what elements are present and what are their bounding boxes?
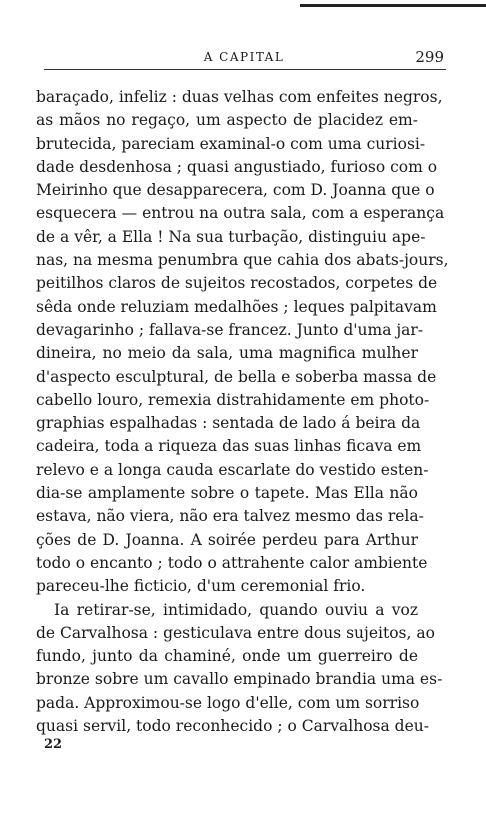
text-line: d'aspecto esculptural, de bella e soberba massa de [36, 367, 437, 386]
text-line: todo o encanto ; todo o attrahente calor ambiente [36, 553, 428, 572]
text-line: cabello louro, remexia distrahidamente em photo- [36, 390, 430, 409]
text-line: quasi servil, todo reconhecido ; o Carvalhosa deu- [36, 717, 429, 736]
top-edge-rule [300, 4, 486, 7]
text-line: baraçado, infeliz : duas velhas com enfeites negros, [36, 88, 443, 106]
text-line: de a vêr, a Ella ! Na sua turbação, distinguiu ape- [36, 227, 426, 246]
page-header [44, 48, 444, 68]
page-number: 299 [415, 48, 444, 66]
text-line: dineira, no meio da sala, uma magnifica mulher [36, 344, 418, 363]
text-line: brutecida, pareciam examinal-o com uma curiosi- [36, 134, 426, 153]
text-line: as mãos no regaço, um aspecto de placidez em- [36, 111, 418, 130]
text-line: fundo, junto da chaminé, onde um guerreiro de [36, 647, 418, 666]
running-title: A CAPITAL [203, 50, 285, 64]
text-line: bronze sobre um cavallo empinado brandia uma es- [36, 670, 443, 689]
text-line: pareceu-lhe ficticio, d'um ceremonial frio. [36, 577, 366, 596]
text-line: Meirinho que desapparecera, com D. Joanna que o [36, 181, 435, 200]
text-line: nas, na mesma penumbra que cahia dos abats-jours, [36, 251, 449, 270]
text-line: de Carvalhosa : gesticulava entre dous sujeitos, ao [36, 623, 435, 642]
signature-mark: 22 [44, 737, 63, 752]
text-line: dia-se amplamente sobre o tapete. Mas Ella não [36, 484, 418, 503]
text-line: ções de D. Joanna. A soirée perdeu para Arthur [36, 530, 418, 549]
text-line: estava, não viera, não era talvez mesmo das rela- [36, 507, 424, 526]
text-line: cadeira, toda a riqueza das suas linhas ficava em [36, 437, 422, 456]
text-line: esquecera — entrou na outra sala, com a esperança [36, 204, 445, 223]
text-line: sêda onde reluziam medalhões ; leques palpitavam [36, 297, 437, 316]
text-line: dade desdenhosa ; quasi angustiado, furioso com o [36, 157, 438, 176]
text-line: relevo e a longa cauda escarlate do vestido esten- [36, 460, 429, 479]
text-line: devagarinho ; fallava-se francez. Junto d'uma jar- [36, 320, 424, 339]
text-line: pada. Approximou-se logo d'elle, com um sorriso [36, 693, 420, 712]
body-text [36, 86, 449, 738]
text-line: graphias espalhadas : sentada de lado á beira da [36, 414, 421, 433]
header-rule [44, 69, 446, 70]
text-line: Ia retirar-se, intimidado, quando ouviu a voz [54, 600, 418, 619]
text-line: peitilhos claros de sujeitos recostados, corpetes de [36, 274, 438, 293]
